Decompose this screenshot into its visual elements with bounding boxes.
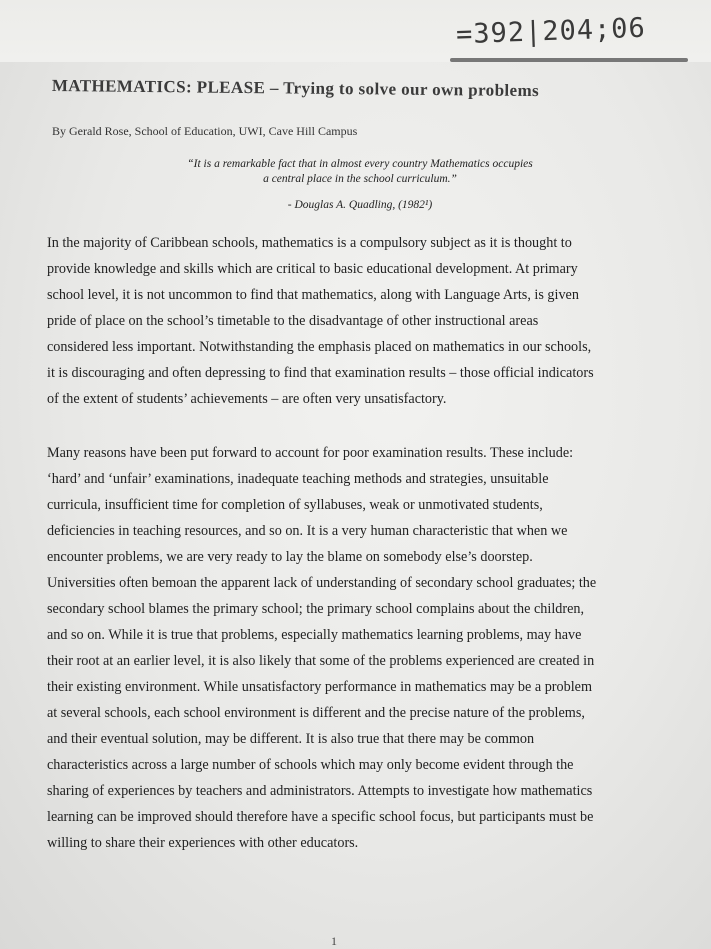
text-line: and so on. While it is true that problems, especially mathematics learning problems, may have [47,627,582,643]
text-line: pride of place on the school’s timetable to the disadvantage of other instructional areas [47,313,539,329]
text-line: willing to share their experiences with other educators. [47,835,359,851]
paragraph-1 [47,230,667,412]
text-line: encounter problems, we are very ready to lay the blame on somebody else’s doorstep. [47,549,533,565]
paragraph-2 [47,440,667,856]
text-line: school level, it is not uncommon to find that mathematics, along with Language Arts, is given [47,287,579,303]
text-line: deficiencies in teaching resources, and so on. It is a very human characteristic that when we [47,523,568,539]
text-line: ‘hard’ and ‘unfair’ examinations, inadequate teaching methods and strategies, unsuitable [47,471,549,487]
text-line: their existing environment. While unsatisfactory performance in mathematics may be a problem [47,679,592,695]
text-line: curricula, insufficient time for completion of syllabuses, weak or unmotivated students, [47,497,543,513]
text-line: learning can be improved should therefore have a specific school focus, but participants must be [47,809,594,825]
text-line: provide knowledge and skills which are critical to basic educational development. At primary [47,261,578,277]
header-rule [450,58,688,62]
text-line: characteristics across a large number of schools which may only become evident through the [47,757,574,773]
handwritten-reference-note: =392|204;06 [455,12,647,51]
text-line: it is discouraging and often depressing to find that examination results – those official indicators [47,365,594,381]
author-line: By Gerald Rose, School of Education, UWI, Cave Hill Campus [52,124,358,138]
epigraph-quote [110,157,610,187]
epigraph-attribution: - Douglas A. Quadling, (1982¹) [287,199,433,211]
text-line: sharing of experiences by teachers and administrators. Attempts to investigate how mathematics [47,783,593,799]
text-line: of the extent of students’ achievements – are often very unsatisfactory. [47,391,447,407]
document-title: MATHEMATICS: PLEASE – Trying to solve our own problems [51,76,540,101]
text-line: and their eventual solution, may be different. It is also true that there may be common [47,731,535,747]
epigraph-line: a central place in the school curriculum.” [263,173,457,185]
text-line: considered less important. Notwithstanding the emphasis placed on mathematics in our schools, [47,339,592,355]
page-number: 1 [331,934,337,948]
text-line: their root at an earlier level, it is also likely that some of the problems experienced are created in [47,653,595,669]
text-line: Universities often bemoan the apparent lack of understanding of secondary school graduates; the [47,575,597,591]
text-line: Many reasons have been put forward to account for poor examination results. These include: [47,445,574,461]
text-line: secondary school blames the primary school; the primary school complains about the children, [47,601,585,617]
text-line: at several schools, each school environment is different and the precise nature of the problems, [47,705,585,721]
text-line: In the majority of Caribbean schools, mathematics is a compulsory subject as it is thought to [47,235,572,251]
epigraph-line: “It is a remarkable fact that in almost every country Mathematics occupies [187,158,533,170]
